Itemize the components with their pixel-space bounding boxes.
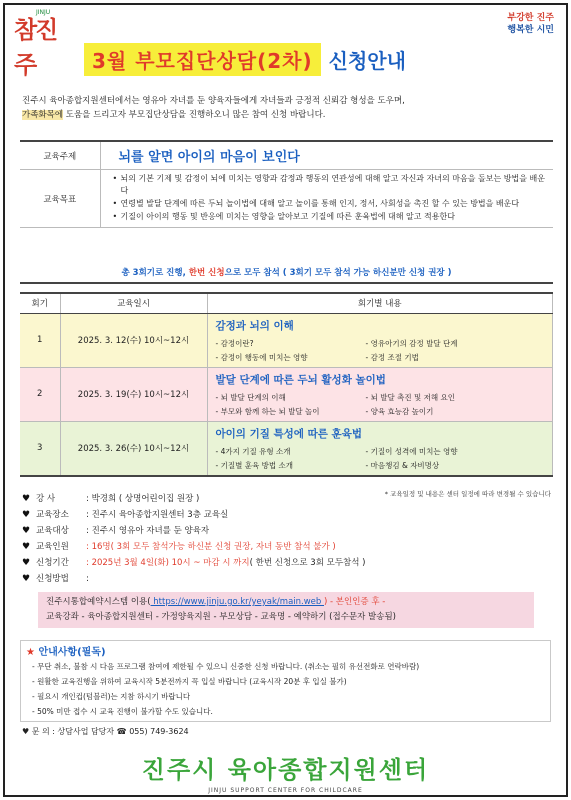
logo-sub: JINJU — [36, 9, 51, 16]
city-logo — [14, 9, 74, 79]
intro-text — [22, 94, 552, 122]
session-date: 2025. 3. 12(수) 10시~12시 — [60, 313, 207, 367]
topic-value: 뇌를 알면 아이의 마음이 보인다 — [100, 141, 553, 170]
session-date: 2025. 3. 19(수) 10시~12시 — [60, 367, 207, 421]
title-highlight: 3월 부모집단상담(2차) — [84, 43, 321, 76]
session-item: - 뇌 발달 단계의 이해 — [216, 392, 366, 403]
info-method: ♥ 신청방법 : — [22, 571, 542, 587]
notice-item: - 50% 미만 접수 시 교육 진행이 불가할 수도 있습니다. — [32, 707, 213, 716]
booking-auth: ) - 본인인증 후 - — [324, 597, 386, 607]
session-content — [207, 367, 553, 421]
session-item: - 마음챙김 & 자비명상 — [366, 460, 516, 471]
intro-line1: 진주시 육아종합지원센터에서는 영유아 자녀를 둔 양육자들에게 자녀들과 긍정적 신뢰감 형성을 도우며, — [22, 96, 405, 106]
topic-table — [20, 140, 553, 228]
notice-list — [32, 659, 547, 719]
hint-b: 한번 신청 — [188, 268, 225, 278]
hint-a: 총 3회기로 진행, — [121, 268, 189, 278]
goal-label: 교육목표 — [20, 170, 100, 228]
heart-icon: ♥ — [22, 542, 31, 552]
header-session: 회기 — [20, 293, 60, 313]
notice-item: - 원활한 교육진행을 위하여 교육시작 5분전까지 꼭 입실 바랍니다 (교육시작 20분 후 입실 불가) — [32, 677, 347, 686]
session-no: 2 — [20, 367, 60, 421]
booking-link[interactable]: https://www.jinju.go.kr/yeyak/main.web — [150, 597, 325, 607]
notice-title: ★ 안내사항(필독) — [26, 647, 106, 658]
session-title: 아이의 기질 특성에 따른 훈육법 — [215, 427, 362, 440]
booking-system: 진주시통합예약시스템 이용( — [46, 597, 151, 607]
heart-icon: ♥ — [22, 727, 30, 736]
page-title — [84, 44, 406, 74]
info-instructor: ♥ 강 사 : 박경희 ( 상명어린이집 원장 ) — [22, 491, 542, 507]
topic-label: 교육주제 — [20, 141, 100, 170]
heart-icon: ♥ — [22, 526, 31, 536]
session-content — [207, 313, 553, 367]
session-item: - 감정이란? — [216, 338, 366, 349]
schedule-table — [20, 292, 553, 477]
city-slogan — [507, 12, 554, 36]
table-row — [20, 313, 553, 367]
session-title: 감정과 뇌의 이해 — [215, 319, 294, 332]
session-item: - 영유아기의 감정 발달 단계 — [366, 338, 516, 349]
session-item: - 감정이 행동에 미치는 영향 — [216, 352, 366, 363]
goal-list — [100, 170, 553, 228]
info-place: ♥ 교육장소 : 진주시 육아종합지원센터 3층 교육실 — [22, 507, 542, 523]
logo-text: 참진주 — [14, 15, 57, 79]
session-item: - 감정 조절 기법 — [366, 352, 516, 363]
slogan-line2: 행복한 시민 — [507, 25, 554, 35]
schedule-note: * 교육일정 및 내용은 센터 일정에 따라 변경될 수 있습니다 — [384, 490, 551, 498]
session-item: - 기질이 성격에 미치는 영향 — [366, 446, 516, 457]
center-eng-name: JINJU SUPPORT CENTER FOR CHILDCARE — [208, 787, 363, 794]
session-no: 1 — [20, 313, 60, 367]
booking-path: 교육강좌 - 육아종합지원센터 - 가정양육지원 - 부모상담 - 교육명 - 예약하기 (접수문자 발송됨) — [46, 612, 396, 622]
header-date: 교육일시 — [60, 293, 207, 313]
contact-info: ♥ 문 의 : 상담사업 담당자 ☎ 055) 749-3624 — [22, 727, 189, 736]
header-content: 회기별 내용 — [207, 293, 553, 313]
goal-item: • 기질이 아이의 행동 및 반응에 미치는 영향을 알아보고 기질에 따른 훈육법에 대해 알고 적용한다 — [113, 211, 546, 223]
intro-highlight: 가족화목에 — [22, 110, 64, 120]
table-row — [20, 367, 553, 421]
notice-item: - 무단 취소, 불참 시 다음 프로그램 참여에 제한될 수 있으니 신중한 신청 바랍니다. (취소는 필히 유선전화로 연락바람) — [32, 662, 420, 671]
session-title: 발달 단계에 따른 두뇌 활성화 놀이법 — [215, 373, 386, 386]
hint-c: 으로 모두 참석 ( 3회기 모두 참석 가능 하신분만 신청 권장 ) — [224, 268, 452, 278]
session-content — [207, 421, 553, 476]
session-item: - 뇌 발달 촉진 및 저해 요인 — [366, 392, 516, 403]
participation-hint — [20, 262, 553, 284]
session-date: 2025. 3. 26(수) 10시~12시 — [60, 421, 207, 476]
booking-box — [38, 592, 534, 628]
star-icon: ★ — [26, 647, 35, 658]
intro-line2: 도움을 드리고자 부모집단상담을 진행하오니 많은 참여 신청 바랍니다. — [63, 110, 326, 120]
center-name: 진주시 육아종합지원센터 — [141, 755, 430, 784]
info-capacity: ♥ 교육인원 : 16명 ( 3회 모두 참석가능 하신분 신청 권장, 자녀 동반 참석 불가 ) — [22, 539, 542, 555]
session-item: - 4가지 기질 유형 소개 — [216, 446, 366, 457]
heart-icon: ♥ — [22, 574, 31, 584]
center-logo — [0, 750, 571, 794]
info-list — [22, 491, 542, 587]
heart-icon: ♥ — [22, 558, 31, 568]
heart-icon: ♥ — [22, 510, 31, 520]
heart-icon: ♥ — [22, 494, 31, 504]
info-period: ♥ 신청기간 : 2025년 3월 4일(화) 10시 ~ 마감 시 까지 ( 한번 신청으로 3회 모두참석 ) — [22, 555, 542, 571]
goal-item: • 뇌의 기본 기제 및 감정이 뇌에 미치는 영향과 감정과 행동의 연관성에 대해 알고 자신과 자녀의 마음을 돌보는 방법을 배운다 — [113, 173, 546, 197]
slogan-line1: 부강한 진주 — [507, 13, 554, 23]
session-no: 3 — [20, 421, 60, 476]
table-row — [20, 421, 553, 476]
notice-item: - 필요시 개인컵(텀블러)는 지참 하시기 바랍니다 — [32, 692, 191, 701]
goal-item: • 연령별 발달 단계에 따른 두뇌 놀이법에 대해 알고 놀이를 통해 인지, 정서, 사회성을 촉진 할 수 있는 방법을 배운다 — [113, 198, 546, 210]
session-item: - 부모와 함께 하는 뇌 발달 놀이 — [216, 406, 366, 417]
session-item: - 양육 효능감 높이기 — [366, 406, 516, 417]
title-tail: 신청안내 — [328, 48, 406, 73]
session-item: - 기질별 훈육 방법 소개 — [216, 460, 366, 471]
info-target: ♥ 교육대상 : 진주시 영유아 자녀를 둔 양육자 — [22, 523, 542, 539]
